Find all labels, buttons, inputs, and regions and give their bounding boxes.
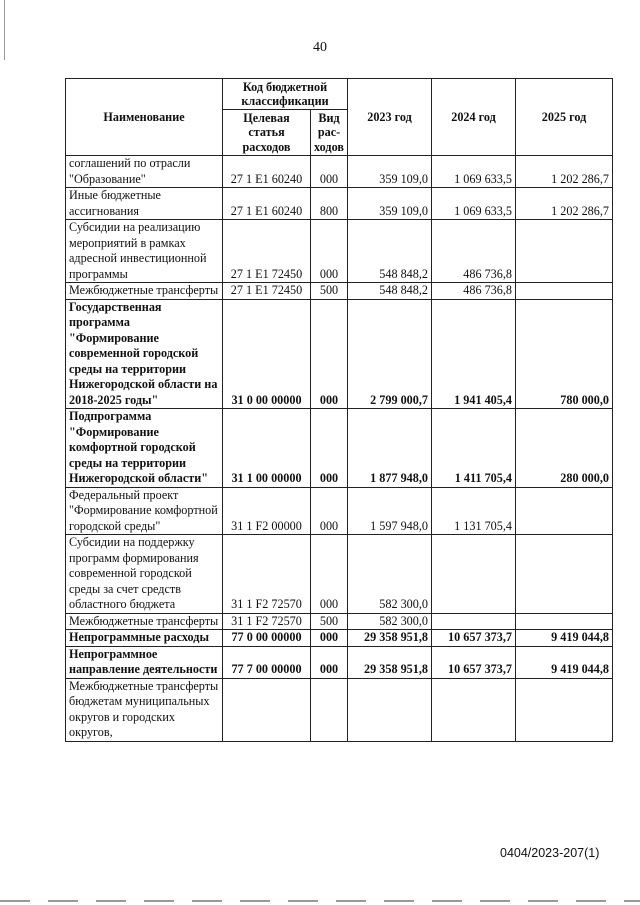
row-target: 31 1 F2 00000 [223,487,311,535]
row-target: 77 7 00 00000 [223,646,311,678]
row-2025: 9 419 044,8 [516,646,613,678]
row-target: 31 0 00 00000 [223,299,311,409]
row-name: Субсидии на поддержку программ формирования современной городской среды за счет средств областного бюджета [66,535,223,614]
row-2023: 359 109,0 [348,188,432,220]
row-2025 [516,535,613,614]
row-name: Межбюджетные трансферты бюджетам муниципальных округов и городских округов, [66,678,223,741]
row-2025 [516,220,613,283]
row-2025: 9 419 044,8 [516,630,613,647]
row-target: 31 1 00 00000 [223,409,311,488]
row-2024: 1 069 633,5 [432,156,516,188]
row-type: 000 [311,535,348,614]
row-2024: 486 736,8 [432,220,516,283]
header-target-article: Целевая статья расходов [223,110,311,156]
row-2023: 548 848,2 [348,283,432,300]
row-type: 000 [311,220,348,283]
row-2024: 1 941 405,4 [432,299,516,409]
row-type: 000 [311,630,348,647]
row-type: 000 [311,487,348,535]
row-target: 77 0 00 00000 [223,630,311,647]
table-row [66,299,613,409]
row-2025 [516,613,613,630]
row-target: 27 1 E1 72450 [223,283,311,300]
row-2024 [432,535,516,614]
row-2024: 1 411 705,4 [432,409,516,488]
row-2024: 1 131 705,4 [432,487,516,535]
row-2025: 1 202 286,7 [516,188,613,220]
row-2023: 1 597 948,0 [348,487,432,535]
header-2023: 2023 год [348,79,432,156]
row-2024: 1 069 633,5 [432,188,516,220]
row-2025: 780 000,0 [516,299,613,409]
table-row [66,188,613,220]
row-2024: 10 657 373,7 [432,646,516,678]
row-name: Федеральный проект "Формирование комфортной городской среды" [66,487,223,535]
row-2024: 10 657 373,7 [432,630,516,647]
header-2024: 2024 год [432,79,516,156]
row-name: Подпрограмма "Формирование комфортной городской среды на территории Нижегородской области" [66,409,223,488]
row-name: Иные бюджетные ассигнования [66,188,223,220]
header-name: Наименование [66,79,223,156]
row-type: 500 [311,283,348,300]
row-2025 [516,678,613,741]
row-2023: 359 109,0 [348,156,432,188]
row-name: Государственная программа "Формирование современной городской среды на территории Нижегородской области на 2018-2025 годы" [66,299,223,409]
row-target: 27 1 E1 60240 [223,156,311,188]
budget-table [65,78,613,742]
row-2023: 1 877 948,0 [348,409,432,488]
row-name: Непрограммные расходы [66,630,223,647]
row-type: 000 [311,409,348,488]
header-2025: 2025 год [516,79,613,156]
row-2023: 29 358 951,8 [348,646,432,678]
header-code-group: Код бюджетной классификации [223,79,348,110]
row-name: Субсидии на реализацию мероприятий в рамках адресной инвестиционной программы [66,220,223,283]
table-row [66,220,613,283]
row-name: соглашений по отрасли "Образование" [66,156,223,188]
page-number: 40 [313,40,327,55]
row-2025 [516,487,613,535]
row-2023: 582 300,0 [348,613,432,630]
row-2023: 582 300,0 [348,535,432,614]
table-row [66,487,613,535]
row-target: 27 1 E1 72450 [223,220,311,283]
scan-bottom-marks [0,900,640,902]
row-type: 000 [311,299,348,409]
row-type: 000 [311,646,348,678]
row-type: 800 [311,188,348,220]
table-row [66,613,613,630]
table-row [66,630,613,647]
document-code: 0404/2023-207(1) [500,846,600,860]
row-2025 [516,283,613,300]
row-2025: 280 000,0 [516,409,613,488]
row-target: 31 1 F2 72570 [223,613,311,630]
row-target [223,678,311,741]
header-expense-type: Вид рас-ходов [311,110,348,156]
row-2023: 29 358 951,8 [348,630,432,647]
row-2024 [432,678,516,741]
table-row [66,283,613,300]
table-row [66,156,613,188]
row-name: Межбюджетные трансферты [66,613,223,630]
row-name: Непрограммное направление деятельности [66,646,223,678]
row-2024: 486 736,8 [432,283,516,300]
row-name: Межбюджетные трансферты [66,283,223,300]
row-2023 [348,678,432,741]
table-row [66,409,613,488]
row-type: 500 [311,613,348,630]
row-2023: 2 799 000,7 [348,299,432,409]
row-type [311,678,348,741]
row-type: 000 [311,156,348,188]
table-row [66,535,613,614]
row-2023: 548 848,2 [348,220,432,283]
table-row [66,678,613,741]
row-target: 27 1 E1 60240 [223,188,311,220]
table-row [66,646,613,678]
row-target: 31 1 F2 72570 [223,535,311,614]
row-2024 [432,613,516,630]
row-2025: 1 202 286,7 [516,156,613,188]
